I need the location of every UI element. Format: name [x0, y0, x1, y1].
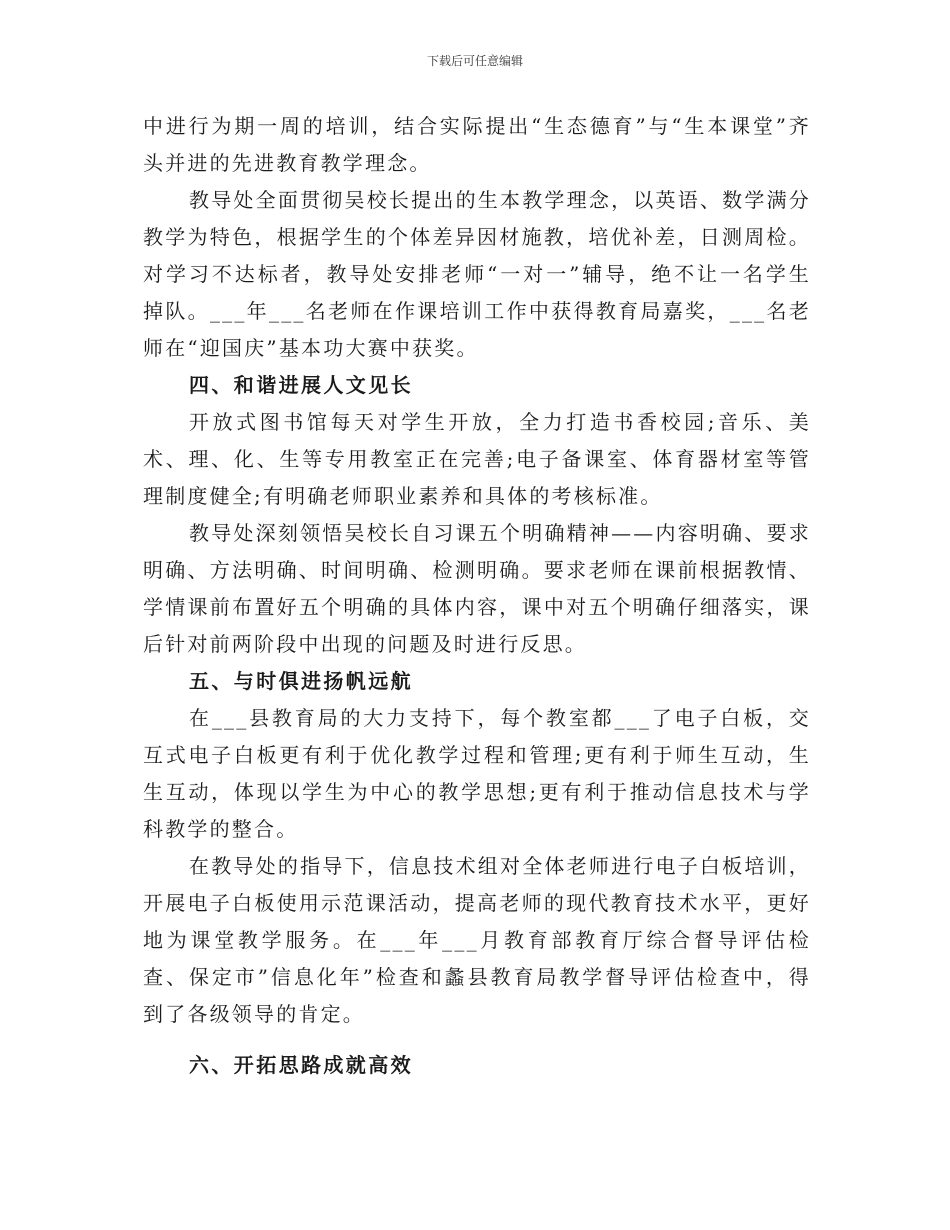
page-header: 下载后可任意编辑	[426, 54, 523, 68]
paragraph-whiteboard: 在___县教育局的大力支持下，每个教室都___了电子白板，交互式电子白板更有利于优化教学过程和管理;更有利于师生互动，生生互动，体现以学生为中心的教学思想;更有利于推动信息技术与学科教学的整合。	[143, 706, 811, 841]
section-heading-6: 六、开拓思路成就高效	[189, 1053, 413, 1077]
section-heading-4: 四、和谐进展人文见长	[189, 373, 413, 397]
paragraph-continued: 中进行为期一周的培训，结合实际提出“生态德育”与“生本课堂”齐头并进的先进教育教学理念。	[143, 114, 811, 175]
paragraph-training: 在教导处的指导下，信息技术组对全体老师进行电子白板培训，开展电子白板使用示范课活动，提高老师的现代教育技术水平，更好地为课堂教学服务。在___年___月教育部教育厅综合督导评估检查、保定市”信息化年”检查和蠡县教育局教学督导评估检查中，得到了各级领导的肯定。	[143, 854, 811, 1026]
paragraph-library: 开放式图书馆每天对学生开放，全力打造书香校园;音乐、美术、理、化、生等专用教室正在完善;电子备课室、体育器材室等管理制度健全;有明确老师职业素养和具体的考核标准。	[143, 410, 811, 508]
document-body	[143, 108, 811, 1084]
section-heading-5: 五、与时俱进扬帆远航	[189, 669, 413, 693]
paragraph-five-clarities: 教导处深刻领悟吴校长自习课五个明确精神——内容明确、要求明确、方法明确、时间明确、检测明确。要求老师在课前根据教情、学情课前布置好五个明确的具体内容，课中对五个明确仔细落实，课后针对前两阶段中出现的问题及时进行反思。	[143, 521, 811, 656]
paragraph-teaching-philosophy: 教导处全面贯彻吴校长提出的生本教学理念，以英语、数学满分教学为特色，根据学生的个体差异因材施教，培优补差，日测周检。对学习不达标者，教导处安排老师“一对一”辅导，绝不让一名学生掉队。___年___名老师在作课培训工作中获得教育局嘉奖，___名老师在“迎国庆”基本功大赛中获奖。	[143, 188, 811, 360]
